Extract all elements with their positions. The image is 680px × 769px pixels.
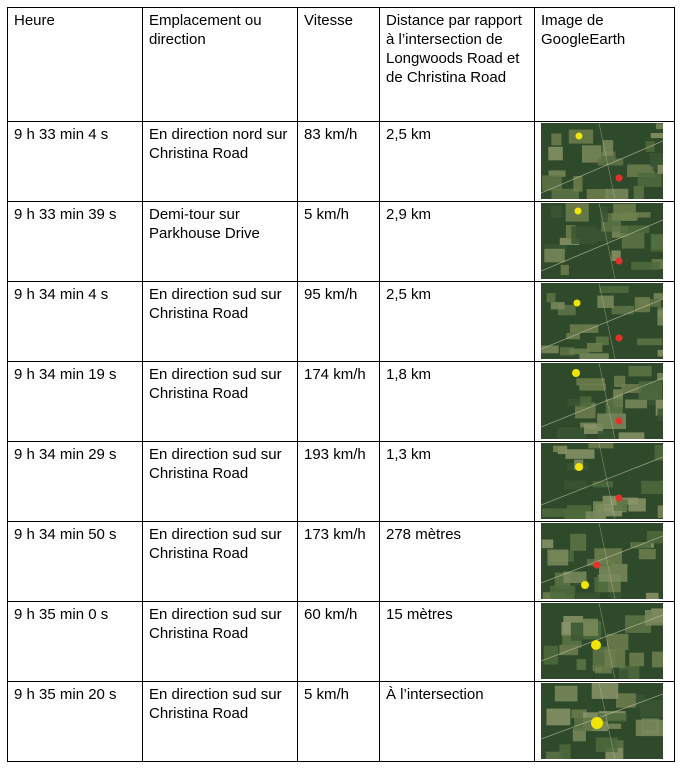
cell-distance: 15 mètres (380, 602, 535, 682)
cell-emplacement: En direction sud sur Christina Road (143, 522, 298, 602)
table-row (8, 202, 675, 282)
yellow-dot-icon (574, 300, 581, 307)
cell-image (535, 362, 675, 442)
cell-emplacement: En direction sud sur Christina Road (143, 282, 298, 362)
red-dot-icon (616, 175, 623, 182)
yellow-dot-icon (581, 581, 589, 589)
yellow-dot-icon (591, 717, 603, 729)
cell-image (535, 682, 675, 762)
cell-vitesse: 193 km/h (298, 442, 380, 522)
cell-image (535, 602, 675, 682)
cell-heure: 9 h 35 min 0 s (8, 602, 143, 682)
speed-table (7, 7, 675, 762)
cell-emplacement: En direction sud sur Christina Road (143, 602, 298, 682)
google-earth-image (541, 683, 663, 759)
yellow-dot-icon (576, 133, 583, 140)
header-distance: Distance par rapport à l’intersection de Longwoods Road et de Christina Road (380, 8, 535, 122)
cell-distance: À l’intersection (380, 682, 535, 762)
yellow-dot-icon (575, 208, 582, 215)
table-row (8, 282, 675, 362)
yellow-dot-icon (591, 640, 601, 650)
cell-image (535, 122, 675, 202)
header-vitesse: Vitesse (298, 8, 380, 122)
red-dot-icon (616, 335, 623, 342)
yellow-dot-icon (572, 369, 580, 377)
cell-image (535, 442, 675, 522)
cell-vitesse: 95 km/h (298, 282, 380, 362)
google-earth-image (541, 363, 663, 439)
red-dot-icon (616, 495, 623, 502)
cell-heure: 9 h 34 min 50 s (8, 522, 143, 602)
google-earth-image (541, 443, 663, 519)
table-row (8, 442, 675, 522)
table-row (8, 602, 675, 682)
cell-vitesse: 174 km/h (298, 362, 380, 442)
table-row (8, 682, 675, 762)
table-row (8, 122, 675, 202)
cell-heure: 9 h 35 min 20 s (8, 682, 143, 762)
red-dot-icon (594, 562, 601, 569)
cell-distance: 2,9 km (380, 202, 535, 282)
cell-emplacement: Demi-tour sur Parkhouse Drive (143, 202, 298, 282)
header-row (8, 8, 675, 122)
cell-image (535, 202, 675, 282)
google-earth-image (541, 203, 663, 279)
table-row (8, 522, 675, 602)
cell-vitesse: 5 km/h (298, 682, 380, 762)
cell-distance: 2,5 km (380, 282, 535, 362)
cell-emplacement: En direction nord sur Christina Road (143, 122, 298, 202)
cell-vitesse: 5 km/h (298, 202, 380, 282)
cell-distance: 1,8 km (380, 362, 535, 442)
red-dot-icon (616, 258, 623, 265)
header-emplacement: Emplacement ou direction (143, 8, 298, 122)
cell-distance: 2,5 km (380, 122, 535, 202)
cell-vitesse: 60 km/h (298, 602, 380, 682)
cell-emplacement: En direction sud sur Christina Road (143, 362, 298, 442)
cell-distance: 1,3 km (380, 442, 535, 522)
google-earth-image (541, 523, 663, 599)
cell-heure: 9 h 34 min 29 s (8, 442, 143, 522)
google-earth-image (541, 283, 663, 359)
cell-heure: 9 h 34 min 4 s (8, 282, 143, 362)
header-heure: Heure (8, 8, 143, 122)
cell-heure: 9 h 33 min 4 s (8, 122, 143, 202)
cell-emplacement: En direction sud sur Christina Road (143, 442, 298, 522)
google-earth-image (541, 603, 663, 679)
cell-image (535, 522, 675, 602)
cell-heure: 9 h 33 min 39 s (8, 202, 143, 282)
cell-heure: 9 h 34 min 19 s (8, 362, 143, 442)
cell-vitesse: 173 km/h (298, 522, 380, 602)
table-body (8, 122, 675, 762)
cell-distance: 278 mètres (380, 522, 535, 602)
table-row (8, 362, 675, 442)
header-image: Image de GoogleEarth (535, 8, 675, 122)
cell-vitesse: 83 km/h (298, 122, 380, 202)
cell-emplacement: En direction sud sur Christina Road (143, 682, 298, 762)
google-earth-image (541, 123, 663, 199)
cell-image (535, 282, 675, 362)
yellow-dot-icon (575, 463, 583, 471)
red-dot-icon (616, 418, 623, 425)
